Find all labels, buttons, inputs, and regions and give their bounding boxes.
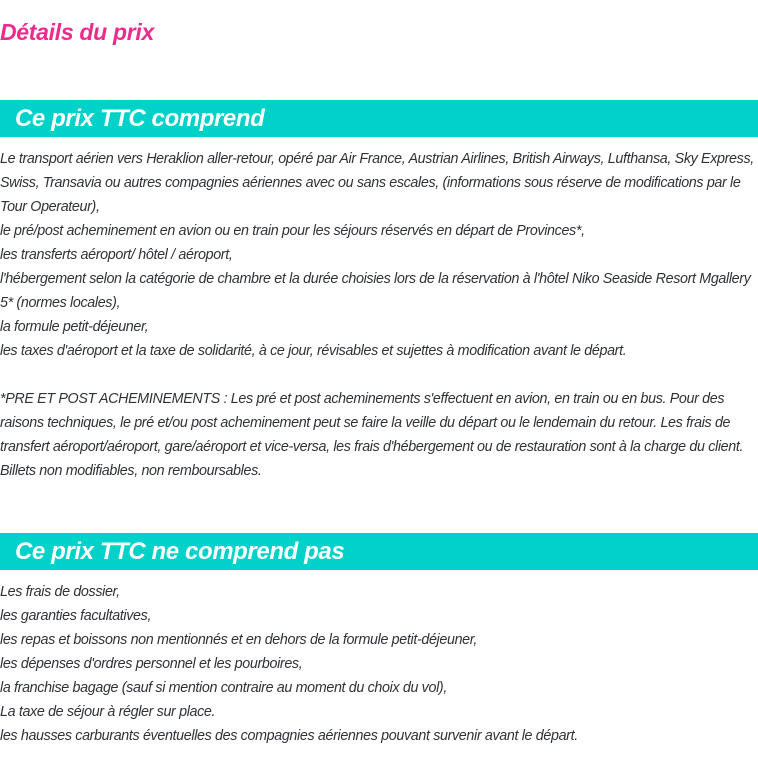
includes-list <box>0 147 756 363</box>
excludes-item-insurance: les garanties facultatives, <box>0 608 152 624</box>
excludes-item-personal-expenses: les dépenses d'ordres personnel et les pourboires, <box>0 656 303 672</box>
excludes-item-baggage: la franchise bagage (sauf si mention contraire au moment du choix du vol), <box>0 680 447 696</box>
includes-item-flight: Le transport aérien vers Heraklion aller-retour, opéré par Air France, Austrian Airlines, British Airways, Lufthansa, Sky Express, Swiss, Transavia ou autres compagnies aériennes avec ou sans escales, (informations sous réserve de modifications par le Tour Operateur), <box>0 151 754 215</box>
includes-item-accommodation: l'hébergement selon la catégorie de chambre et la durée choisies lors de la réservation à l'hôtel Niko Seaside Resort Mgallery 5* (normes locales), <box>0 271 751 311</box>
excludes-item-fuel-surcharges: les hausses carburants éventuelles des compagnies aériennes pouvant survenir avant le départ. <box>0 728 578 744</box>
includes-section-header: Ce prix TTC comprend <box>0 100 758 137</box>
excludes-list <box>0 580 756 748</box>
excludes-item-meals: les repas et boissons non mentionnés et en dehors de la formule petit-déjeuner, <box>0 632 478 648</box>
includes-item-pre-post-transport: le pré/post acheminement en avion ou en train pour les séjours réservés en départ de Provinces*, <box>0 223 585 239</box>
pre-post-note: *PRE ET POST ACHEMINEMENTS : Les pré et post acheminements s'effectuent en avion, en train ou en bus. Pour des raisons techniques, le pré et/ou post acheminement peut se faire la veille du départ ou le lendemain du retour. Les frais de transfert aéroport/aéroport, gare/aéroport et vice-versa, les frais d'hébergement ou de restauration sont à la charge du client. Billets non modifiables, non remboursables. <box>0 391 744 479</box>
excludes-item-tourist-tax: La taxe de séjour à régler sur place. <box>0 704 216 720</box>
excludes-item-booking-fees: Les frais de dossier, <box>0 584 120 600</box>
includes-item-transfers: les transferts aéroport/ hôtel / aéroport, <box>0 247 233 263</box>
page-title: Détails du prix <box>0 19 154 45</box>
excludes-section-header: Ce prix TTC ne comprend pas <box>0 533 758 570</box>
includes-item-taxes: les taxes d'aéroport et la taxe de solidarité, à ce jour, révisables et sujettes à modification avant le départ. <box>0 343 627 359</box>
includes-item-breakfast: la formule petit-déjeuner, <box>0 319 149 335</box>
